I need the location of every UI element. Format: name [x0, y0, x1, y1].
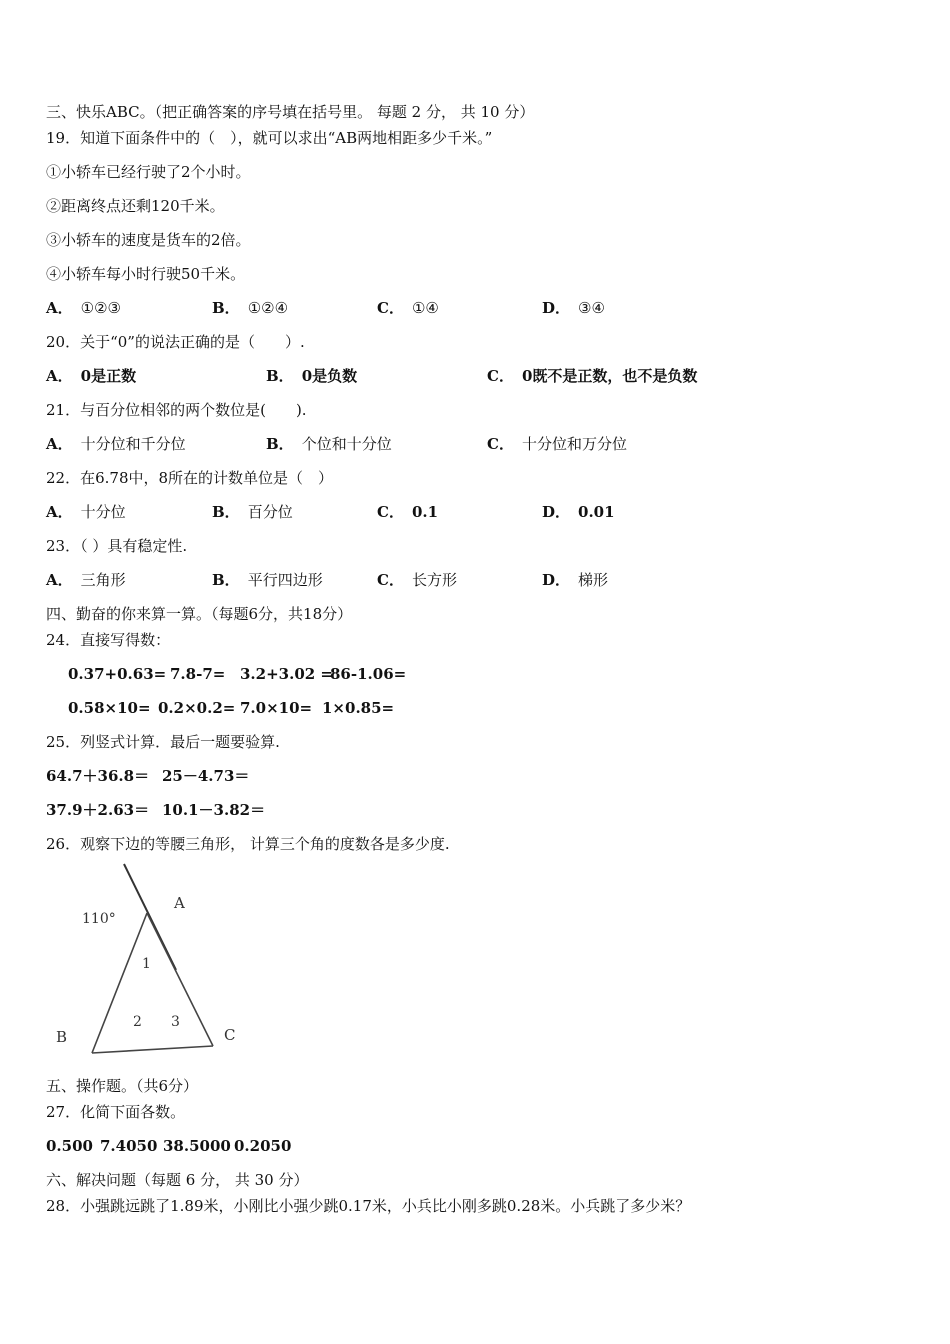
q25-stem: 25．列竖式计算．最后一题要验算. [46, 733, 280, 751]
q24-item: 3.2+3.02 = [240, 665, 333, 683]
section5-title: 五、操作题。（共6分） [46, 1077, 199, 1095]
q23-option-a: A． 三角形 [46, 571, 126, 589]
q20-option-b: B． 0是负数 [266, 367, 358, 385]
angle-2-label: 2 [133, 1014, 142, 1030]
q19-option-b: B． ①②④ [212, 299, 289, 317]
vertex-a-label: A [174, 894, 185, 912]
q25-item: 64.7＋36.8＝ [46, 767, 150, 785]
q24-item: 7.8-7= [170, 665, 226, 683]
q19-condition-3: ③小轿车的速度是货车的2倍。 [46, 231, 251, 249]
q27-number: 7.4050 [100, 1137, 158, 1155]
q26-stem: 26．观察下边的等腰三角形， 计算三个角的度数各是多少度. [46, 835, 450, 853]
q27-number: 38.5000 [163, 1137, 231, 1155]
q24-item: 7.0×10= [240, 699, 313, 717]
q21-option-a: A． 十分位和千分位 [46, 435, 186, 453]
q22-option-c: C． 0.1 [377, 503, 439, 521]
q20-stem: 20．关于“0”的说法正确的是（ ）. [46, 333, 305, 351]
q25-item: 25－4.73＝ [162, 767, 250, 785]
angle-1-label: 1 [142, 956, 151, 972]
q21-option-c: C． 十分位和万分位 [487, 435, 627, 453]
q24-item: 0.37+0.63= [68, 665, 167, 683]
angle-3-label: 3 [171, 1014, 180, 1030]
q25-item: 10.1－3.82＝ [162, 801, 266, 819]
q19-stem: 19．知道下面条件中的（ ），就可以求出“AB两地相距多少千米。” [46, 129, 493, 147]
q24-item: 0.58×10= [68, 699, 151, 717]
q23-option-c: C． 长方形 [377, 571, 457, 589]
side-bc-line [92, 1046, 213, 1053]
q27-number: 0.500 [46, 1137, 93, 1155]
q20-option-c: C． 0既不是正数，也不是负数 [487, 367, 698, 385]
q22-option-a: A． 十分位 [46, 503, 126, 521]
side-ab-line [92, 913, 147, 1053]
section3-title: 三、快乐ABC。（把正确答案的序号填在括号里。 每题 2 分， 共 10 分） [46, 103, 535, 121]
section6-title: 六、解决问题（每题 6 分， 共 30 分） [46, 1171, 309, 1189]
q24-item: 0.2×0.2= [158, 699, 236, 717]
q22-option-b: B． 百分位 [212, 503, 293, 521]
q24-stem: 24．直接写得数： [46, 631, 171, 649]
section4-title: 四、勤奋的你来算一算。（每题6分，共18分） [46, 605, 353, 623]
q25-item: 37.9＋2.63＝ [46, 801, 150, 819]
isosceles-triangle-figure [46, 860, 256, 1065]
q21-option-b: B． 个位和十分位 [266, 435, 392, 453]
q23-stem: 23．（ ）具有稳定性. [46, 537, 188, 555]
q23-option-b: B． 平行四边形 [212, 571, 323, 589]
q21-stem: 21．与百分位相邻的两个数位是( ). [46, 401, 307, 419]
q24-item: 1×0.85= [322, 699, 395, 717]
vertex-c-label: C [224, 1026, 236, 1044]
q19-option-d: D． ③④ [542, 299, 605, 317]
q19-option-a: A． ①②③ [46, 299, 121, 317]
q22-stem: 22．在6.78中，8所在的计数单位是（ ） [46, 469, 334, 487]
side-ac-line [147, 913, 213, 1046]
q19-option-c: C． ①④ [377, 299, 439, 317]
vertex-b-label: B [56, 1028, 68, 1046]
q20-option-a: A． 0是正数 [46, 367, 137, 385]
q23-option-d: D． 梯形 [542, 571, 609, 589]
q22-option-d: D． 0.01 [542, 503, 615, 521]
q19-condition-2: ②距离终点还剩120千米。 [46, 197, 225, 215]
angle-110-label: 110° [82, 911, 116, 927]
q28-stem: 28．小强跳远跳了1.89米，小刚比小强少跳0.17米，小兵比小刚多跳0.28米。小兵跳了多少米？ [46, 1197, 691, 1215]
q19-condition-4: ④小轿车每小时行驶50千米。 [46, 265, 246, 283]
q27-number: 0.2050 [234, 1137, 292, 1155]
q24-item: 86-1.06= [330, 665, 407, 683]
q19-condition-1: ①小轿车已经行驶了2个小时。 [46, 163, 251, 181]
q27-stem: 27．化简下面各数。 [46, 1103, 186, 1121]
